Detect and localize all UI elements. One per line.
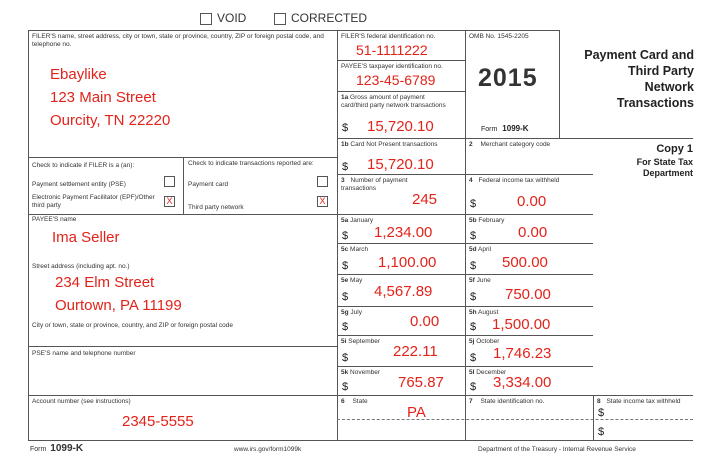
box-5l-dollar: $ [470, 381, 477, 393]
box-6-text: State [352, 398, 368, 405]
box-2-text: Merchant category code [480, 141, 551, 148]
box-5a-dollar: $ [342, 230, 349, 242]
payee-name-label: PAYEE'S name [32, 216, 77, 223]
box-1a-dollar: $ [342, 122, 349, 134]
box-8-dollar-1: $ [598, 407, 605, 419]
omb-form-name: 1099-K [502, 124, 529, 133]
box-5f-text: June [476, 277, 491, 284]
payee-tin-value: 123-45-6789 [356, 72, 436, 88]
box-5k-text: November [350, 369, 381, 376]
box-5b-dollar: $ [470, 230, 477, 242]
payee-street-label: Street address (including apt. no.) [32, 263, 130, 270]
box-1b-num: 1b [341, 141, 349, 148]
box-5f-value: 750.00 [505, 286, 551, 303]
box-5h-value: 1,500.00 [492, 316, 551, 333]
box-5j-num: 5j [469, 338, 475, 345]
hline-5i [337, 335, 593, 336]
box-5c-label [341, 246, 368, 254]
box-5i-value: 222.11 [393, 343, 438, 360]
check-tx-label: Check to indicate transactions reported are: [188, 160, 314, 167]
box-5e-value: 4,567.89 [374, 283, 433, 300]
omb-label: OMB No. 1545-2205 [469, 33, 529, 40]
box-5g-dollar: $ [342, 321, 349, 333]
check-pse-label: Payment settlement entity (PSE) [32, 181, 126, 188]
box-5e-label [341, 277, 362, 285]
check-filer-label: Check to indicate if FILER is a (an): [32, 162, 135, 169]
box-5i-label [341, 338, 380, 346]
box-1a-label [341, 94, 451, 109]
account-value: 2345-5555 [122, 413, 194, 430]
box-1b-text: Card Not Present transactions [350, 141, 438, 148]
box-6-num: 6 [341, 398, 345, 405]
box-7-text: State identification no. [480, 398, 545, 405]
box-5h-num: 5h [469, 309, 477, 316]
box-4-num: 4 [469, 177, 473, 184]
box-1b-dollar: $ [342, 161, 349, 173]
box-5d-label [469, 246, 491, 254]
box-5d-num: 5d [469, 246, 477, 253]
box-5g-num: 5g [341, 309, 349, 316]
filer-label: FILER'S name, street address, city or town, state or province, country, ZIP or foreign postal code, and telephone no. [32, 33, 324, 48]
footer-form-word: Form [30, 446, 47, 453]
box-5a-value: 1,234.00 [374, 224, 433, 241]
box-5d-text: April [478, 246, 492, 253]
box-1b-value: 15,720.10 [367, 156, 434, 173]
box-5c-value: 1,100.00 [378, 254, 437, 271]
tax-year: 2015 [478, 64, 538, 92]
box-5e-num: 5e [341, 277, 349, 284]
box-5c-num: 5c [341, 246, 349, 253]
box-5a-label [341, 217, 373, 225]
copy-sub-1: For State Tax [636, 157, 693, 167]
pse-checkbox[interactable] [164, 176, 175, 187]
box-5l-num: 5l [469, 369, 475, 376]
box-5l-text: December [476, 369, 507, 376]
box-8-num: 8 [597, 398, 601, 405]
box-5i-dollar: $ [342, 352, 349, 364]
void-checkbox[interactable] [200, 13, 212, 25]
box-5b-value: 0.00 [518, 224, 548, 241]
box-5b-label [469, 217, 504, 225]
box-5a-num: 5a [341, 217, 349, 224]
title-line-3: Network [644, 80, 694, 94]
card-checkbox[interactable] [317, 176, 328, 187]
box-1a-num: 1a [341, 94, 349, 101]
filer-street: 123 Main Street [50, 89, 156, 106]
footer-dept: Department of the Treasury - Internal Revenue Service [478, 446, 636, 453]
filer-name: Ebaylike [50, 66, 107, 83]
box-5g-text: July [350, 309, 362, 316]
col-divider-2 [465, 30, 466, 440]
account-label: Account number (see instructions) [32, 398, 131, 405]
hline-payee-top [28, 214, 593, 215]
hline-pse-top [28, 346, 337, 347]
form-top-border [28, 30, 559, 31]
box-2-num: 2 [469, 141, 473, 148]
hline-5k [337, 366, 593, 367]
box-3-value: 245 [412, 191, 438, 208]
hline-5c [337, 243, 593, 244]
box-3-text: Number of payment transactions [341, 177, 408, 192]
check-card-label: Payment card [188, 181, 229, 188]
hline-account-top [28, 395, 693, 396]
box-5j-value: 1,746.23 [493, 345, 552, 362]
title-line-1: Payment Card and [584, 48, 694, 62]
box-5i-num: 5i [341, 338, 347, 345]
box-5b-text: February [478, 217, 505, 224]
network-checkbox[interactable]: X [317, 196, 328, 207]
hline-3 [337, 174, 593, 175]
omb-form-label [481, 124, 529, 133]
check-epf-label: Electronic Payment Facilitator (EPF)/Other third party [32, 194, 155, 209]
form-title [584, 47, 694, 111]
box-3-num: 3 [341, 177, 345, 184]
box-5h-dollar: $ [470, 321, 477, 333]
filer-city: Ourcity, TN 22220 [50, 112, 171, 129]
payee-name: Ima Seller [52, 229, 120, 246]
box-2-label [469, 141, 550, 149]
hline-5g [337, 306, 593, 307]
box-1a-value: 15,720.10 [367, 118, 434, 135]
check-network-label: Third party network [188, 204, 244, 211]
footer-form [30, 443, 83, 454]
box-5f-dollar: $ [470, 291, 477, 303]
title-line-4: Transactions [616, 96, 694, 110]
col-divider-3 [559, 30, 560, 138]
box-8-dollar-2: $ [598, 426, 605, 438]
hline-5e [337, 274, 593, 275]
box-6-label [341, 398, 368, 406]
corrected-label: CORRECTED [291, 11, 368, 25]
box-4-dollar: $ [470, 198, 477, 210]
box-5g-value: 0.00 [410, 313, 440, 330]
filer-fed-id-label: FILER'S federal identification no. [341, 33, 436, 40]
box-5i-text: September [348, 338, 381, 345]
box-1b-label [341, 141, 451, 149]
box-5j-dollar: $ [470, 352, 477, 364]
box-7-label [469, 398, 544, 406]
box-5d-dollar: $ [470, 260, 477, 272]
copy-sub-2: Department [642, 168, 693, 178]
corrected-checkbox[interactable] [274, 13, 286, 25]
box-5f-label [469, 277, 491, 285]
hline-fed-id [337, 60, 465, 61]
check-divider [183, 157, 184, 214]
box-5b-num: 5b [469, 217, 477, 224]
payee-city-label: City or town, state or province, country, and ZIP or foreign postal code [32, 322, 233, 329]
box-5a-text: January [350, 217, 374, 224]
box-5d-value: 500.00 [502, 254, 548, 271]
box-5k-num: 5k [341, 369, 349, 376]
box-4-label [469, 177, 569, 185]
box-4-text: Federal income tax withheld [478, 177, 560, 184]
hline-1b [337, 138, 693, 139]
pse-label: PSE'S name and telephone number [32, 350, 136, 357]
payee-street: 234 Elm Street [55, 274, 155, 291]
state-row-divider [337, 419, 693, 420]
box-8-text: State income tax withheld [606, 398, 681, 405]
box-5e-dollar: $ [342, 291, 349, 303]
box-5k-dollar: $ [342, 381, 349, 393]
box-5h-text: August [478, 309, 499, 316]
box-5g-label [341, 309, 362, 317]
hline-1a [337, 91, 465, 92]
epf-checkbox[interactable]: X [164, 196, 175, 207]
box-5k-label [341, 369, 380, 377]
box-1a-text: Gross amount of payment card/third party network transactions [341, 94, 446, 109]
payee-city: Ourtown, PA 11199 [55, 297, 182, 314]
box-6-value: PA [407, 404, 426, 421]
box-5c-dollar: $ [342, 260, 349, 272]
col-divider-4 [593, 395, 594, 440]
box-8-label [597, 398, 693, 406]
box-4-value: 0.00 [517, 193, 547, 210]
payee-tin-label: PAYEE'S taxpayer identification no. [341, 63, 443, 70]
void-label: VOID [217, 11, 247, 25]
copy-title: Copy 1 [656, 143, 693, 155]
box-5c-text: March [350, 246, 369, 253]
box-7-num: 7 [469, 398, 473, 405]
filer-fed-id-value: 51-1111222 [356, 42, 428, 58]
form-bottom-border [28, 440, 693, 441]
box-5l-value: 3,334.00 [493, 374, 552, 391]
omb-form-word: Form [481, 126, 498, 133]
hline-filer-bottom [28, 157, 337, 158]
box-5k-value: 765.87 [398, 374, 444, 391]
box-5j-text: October [476, 338, 500, 345]
footer-url: www.irs.gov/form1099k [234, 446, 302, 453]
copy-block [637, 142, 693, 179]
form-left-border [28, 30, 29, 440]
box-3-label [341, 177, 413, 192]
title-line-2: Third Party [628, 64, 694, 78]
box-5f-num: 5f [469, 277, 475, 284]
footer-form-name: 1099-K [50, 443, 84, 454]
box-5e-text: May [350, 277, 363, 284]
